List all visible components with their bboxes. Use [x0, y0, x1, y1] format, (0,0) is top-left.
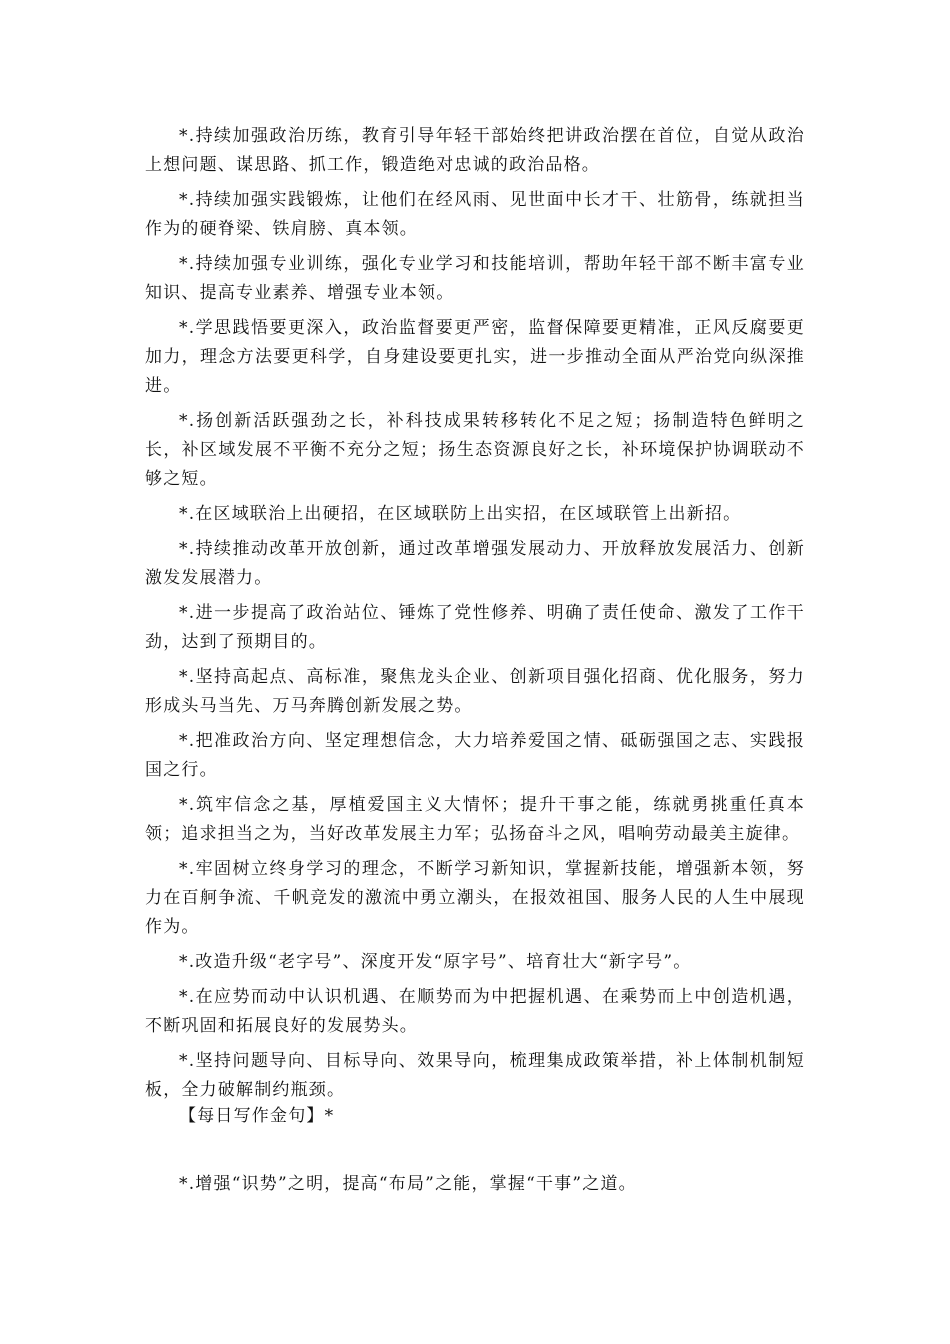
section-first-item: *.增强“识势”之明，提高“布局”之能，掌握“干事”之道。	[179, 1174, 637, 1194]
paragraph: *.筑牢信念之基，厚植爱国主义大情怀；提升干事之能，练就勇挑重任真本领；追求担当之为，当好改革发展主力军；弘扬奋斗之风，唱响劳动最美主旋律。	[145, 795, 805, 844]
paragraph: *.学思践悟要更深入，政治监督要更严密，监督保障要更精准，正风反腐要更加力，理念方法要更科学，自身建设要更扎实，进一步推动全面从严治党向纵深推进。	[145, 318, 805, 396]
paragraph: *.在应势而动中认识机遇、在顺势而为中把握机遇、在乘势而上中创造机遇，不断巩固和拓展良好的发展势头。	[145, 987, 805, 1036]
paragraph: *.改造升级“老字号”、深度开发“原字号”、培育壮大“新字号”。	[179, 952, 692, 972]
paragraph: *.持续推动改革开放创新，通过改革增强发展动力、开放释放发展活力、创新激发发展潜力。	[145, 539, 805, 588]
paragraph: *.坚持高起点、高标准，聚焦龙头企业、创新项目强化招商、优化服务，努力形成头马当先、万马奔腾创新发展之势。	[145, 667, 805, 716]
paragraph: *.把准政治方向、坚定理想信念，大力培养爱国之情、砥砺强国之志、实践报国之行。	[145, 731, 805, 780]
section-heading: 【每日写作金句】*	[179, 1106, 335, 1126]
paragraph: *.进一步提高了政治站位、锤炼了党性修养、明确了责任使命、激发了工作干劲，达到了预期目的。	[145, 603, 805, 652]
paragraph: *.牢固树立终身学习的理念，不断学习新知识，掌握新技能，增强新本领，努力在百舸争流、千帆竞发的激流中勇立潮头，在报效祖国、服务人民的人生中展现作为。	[145, 859, 805, 937]
paragraph: *.在区域联治上出硬招，在区域联防上出实招，在区域联管上出新招。	[179, 504, 742, 524]
paragraph-list	[145, 122, 805, 1111]
paragraph: *.持续加强政治历练，教育引导年轻干部始终把讲政治摆在首位，自觉从政治上想问题、谋思路、抓工作，锻造绝对忠诚的政治品格。	[145, 126, 805, 175]
paragraph: *.持续加强实践锻炼，让他们在经风雨、见世面中长才干、壮筋骨，练就担当作为的硬脊梁、铁肩膀、真本领。	[145, 190, 805, 239]
paragraph: *.持续加强专业训练，强化专业学习和技能培训，帮助年轻干部不断丰富专业知识、提高专业素养、增强专业本领。	[145, 254, 805, 303]
paragraph: *.扬创新活跃强劲之长，补科技成果转移转化不足之短；扬制造特色鲜明之长，补区域发展不平衡不充分之短；扬生态资源良好之长，补环境保护协调联动不够之短。	[145, 411, 805, 489]
paragraph: *.坚持问题导向、目标导向、效果导向，梳理集成政策举措，补上体制机制短板，全力破解制约瓶颈。	[145, 1051, 805, 1100]
